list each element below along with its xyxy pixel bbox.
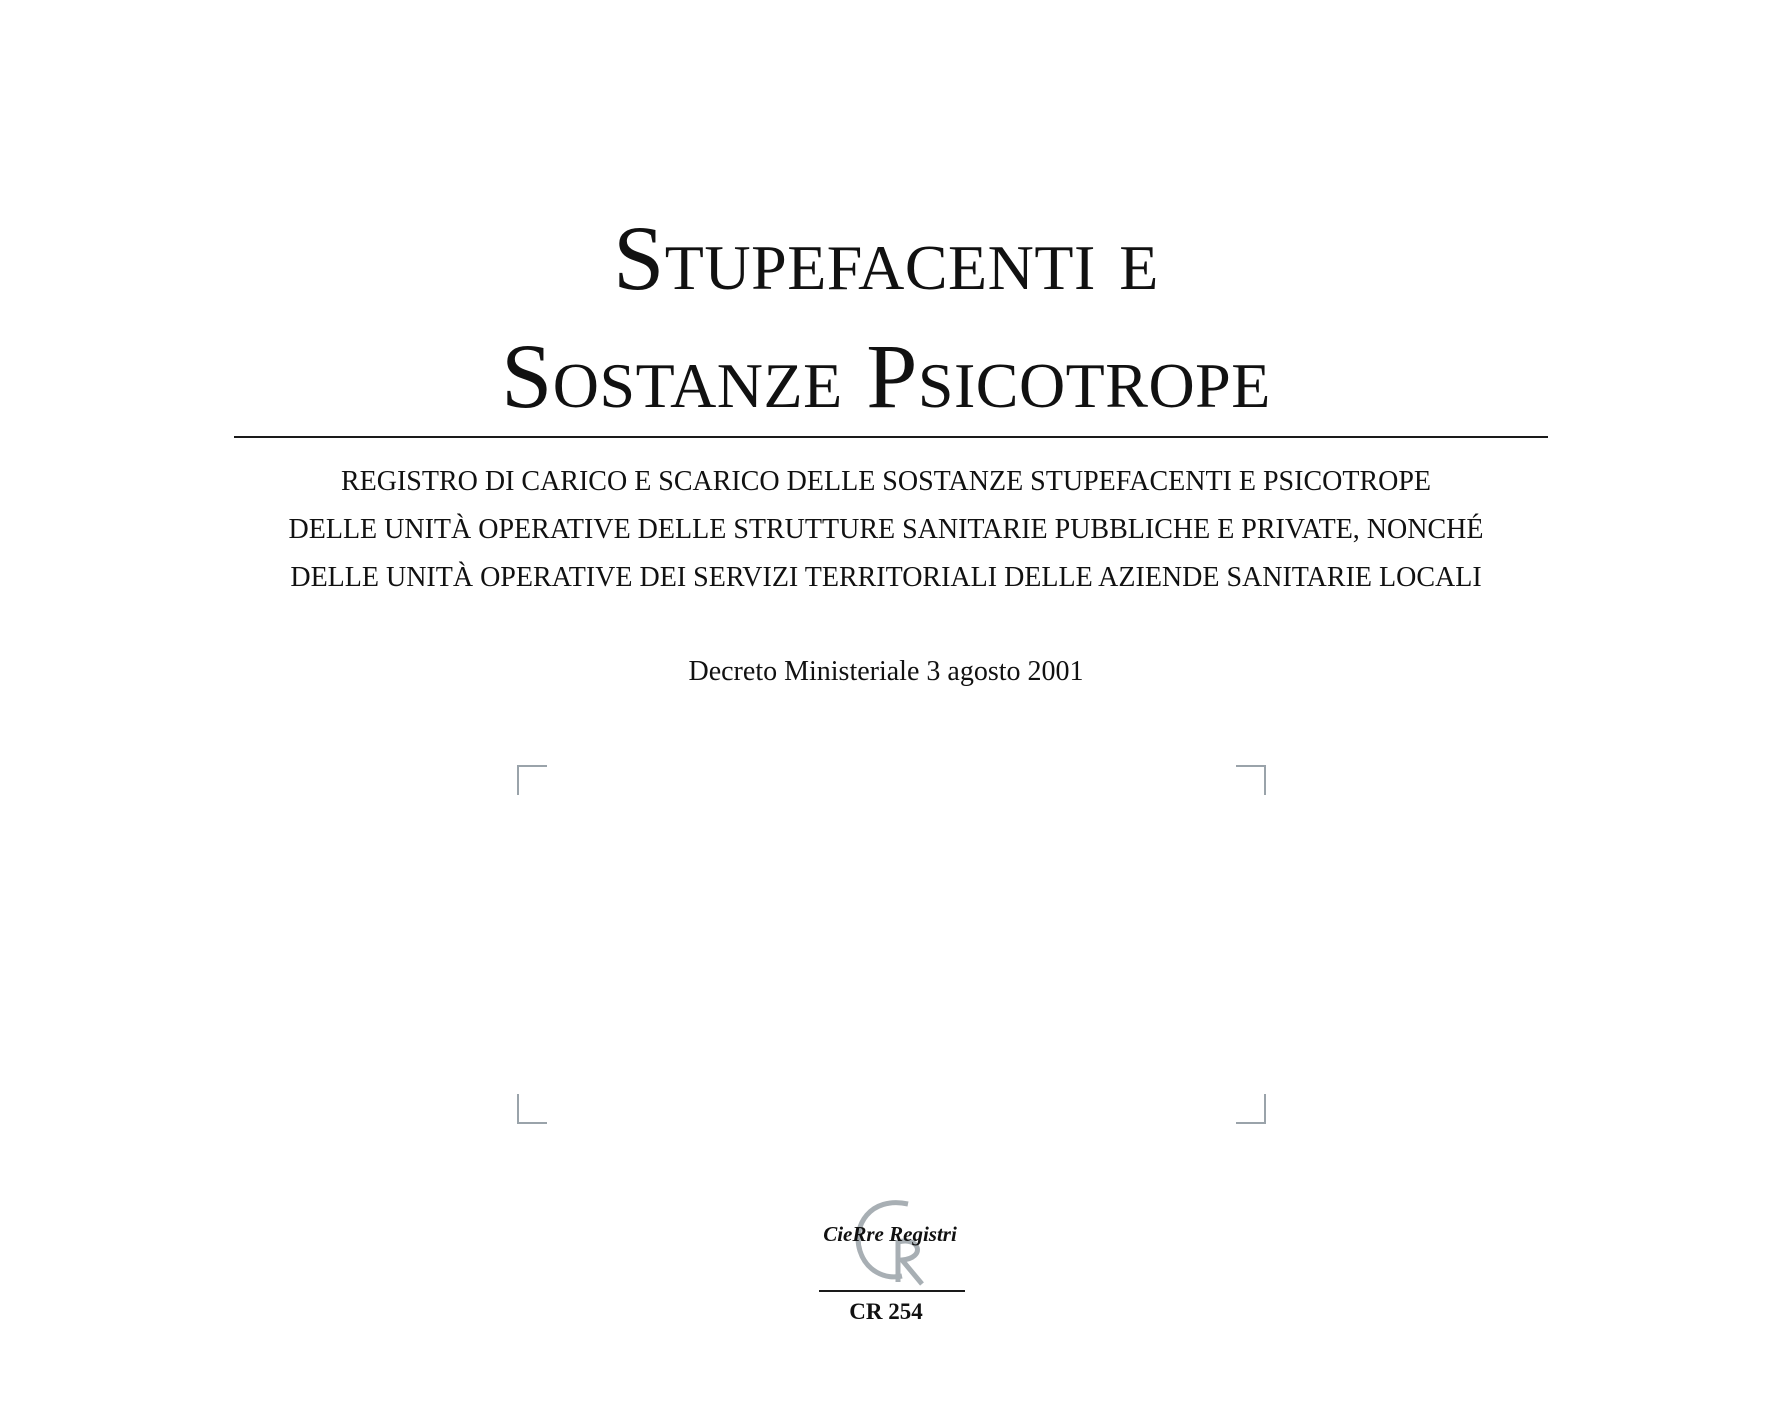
label-frame-corner-bottom-right [1236, 1094, 1266, 1124]
subtitle-line-1: REGISTRO DI CARICO E SCARICO DELLE SOSTANZE STUPEFACENTI E PSICOTROPE [340, 466, 1432, 497]
title-divider [234, 436, 1548, 438]
label-frame-corner-top-right [1236, 765, 1266, 795]
subtitle-line-2: DELLE UNITÀ OPERATIVE DELLE STRUTTURE SANITARIE PUBBLICHE E PRIVATE, NONCHÉ [288, 514, 1484, 545]
subtitle-line-3: DELLE UNITÀ OPERATIVE DEI SERVIZI TERRITORIALI DELLE AZIENDE SANITARIE LOCALI [290, 562, 1482, 593]
document-title-line-1: Stupefacenti e [613, 207, 1159, 309]
code-divider [819, 1290, 965, 1292]
decree-reference: Decreto Ministeriale 3 agosto 2001 [688, 656, 1084, 687]
publisher-logo [810, 1196, 970, 1296]
cr-monogram-icon [810, 1196, 970, 1296]
document-title-line-2: Sostanze Psicotrope [501, 325, 1271, 427]
publisher-name: CieRre Registri [823, 1222, 957, 1246]
label-frame-corner-top-left [517, 765, 547, 795]
label-frame-corner-bottom-left [517, 1094, 547, 1124]
product-code: CR 254 [849, 1299, 923, 1324]
